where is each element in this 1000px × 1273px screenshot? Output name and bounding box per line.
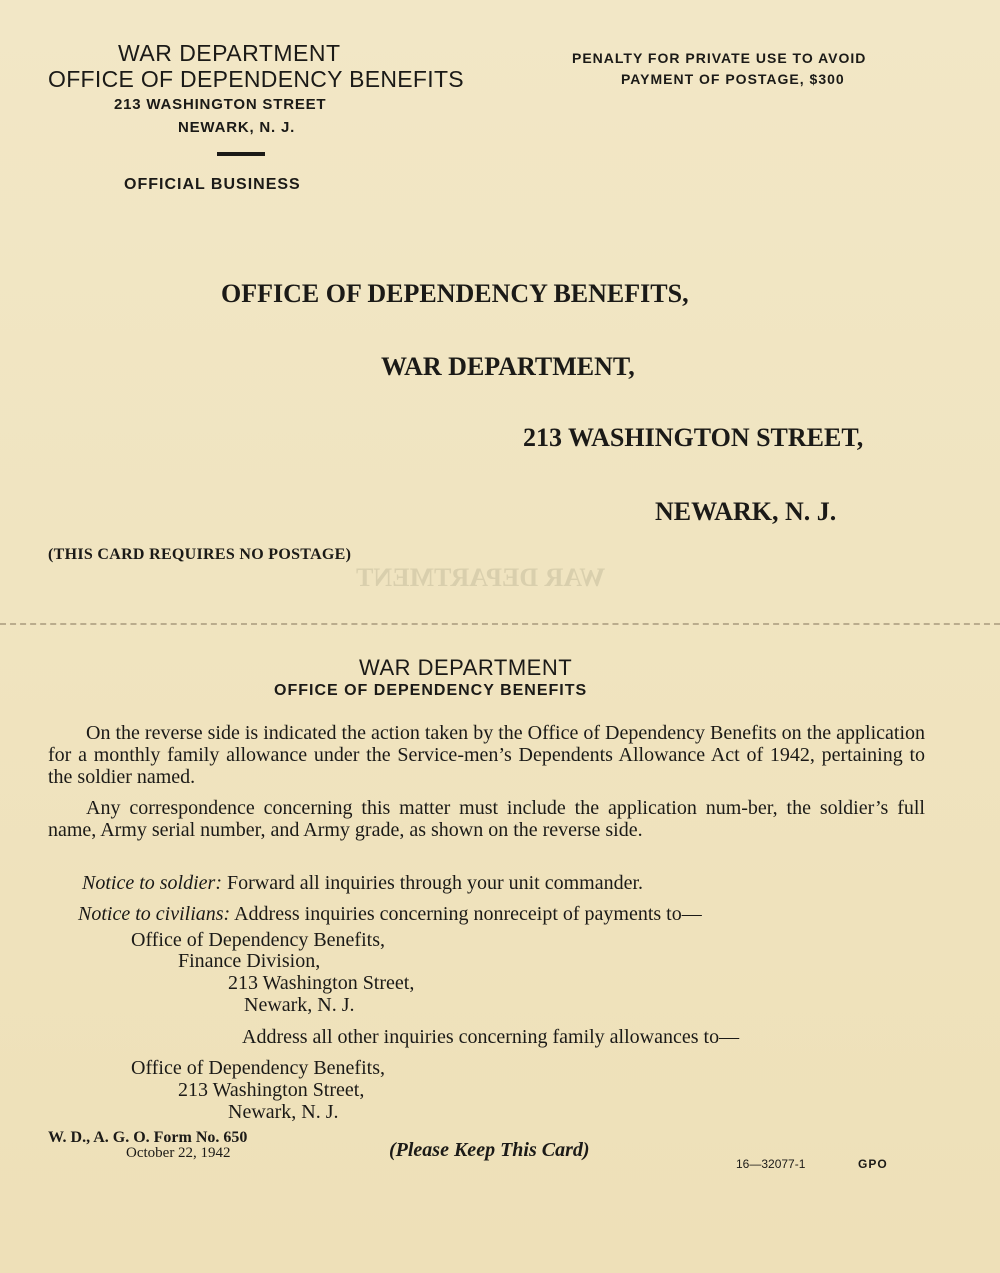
general-address-line2: 213 Washington Street, [178, 1079, 365, 1101]
notice-to-soldier-text: Forward all inquiries through your unit commander. [221, 872, 644, 894]
finance-address-line3: 213 Washington Street, [228, 972, 415, 994]
penalty-line1: PENALTY FOR PRIVATE USE TO AVOID [572, 50, 867, 66]
notice-paragraph-1: On the reverse side is indicated the action taken by the Office of Dependency Benefits on the application for a monthly family allowance under the Service-men’s Dependents Allowance Act of 1942, pertaining to the soldier named. [48, 722, 925, 788]
fold-line [0, 623, 1000, 625]
addressee-line4: NEWARK, N. J. [655, 497, 837, 526]
bleed-through-text: WAR DEPARTMENT [356, 563, 606, 592]
notice-to-civilians-label: Notice to civilians: [78, 903, 231, 925]
finance-address-line1: Office of Dependency Benefits, [131, 929, 385, 951]
penalty-line2: PAYMENT OF POSTAGE, $300 [621, 71, 845, 87]
general-address-line3: Newark, N. J. [228, 1101, 339, 1123]
gpo-mark: GPO [858, 1157, 888, 1171]
notice-to-soldier-label: Notice to soldier: [82, 872, 222, 894]
addressee-line1: OFFICE OF DEPENDENCY BENEFITS, [221, 279, 689, 308]
other-inquiries: Address all other inquiries concerning family allowances to— [242, 1026, 740, 1048]
form-date: October 22, 1942 [126, 1145, 231, 1161]
finance-address-line4: Newark, N. J. [244, 994, 355, 1016]
print-code: 16—32077-1 [736, 1157, 806, 1171]
general-address-line1: Office of Dependency Benefits, [131, 1057, 385, 1079]
notice-title: WAR DEPARTMENT [359, 655, 573, 680]
notice-to-civilians [78, 903, 702, 926]
addressee-line3: 213 WASHINGTON STREET, [523, 423, 864, 452]
notice-to-civilians-text: Address inquiries concerning nonreceipt of payments to— [230, 903, 702, 925]
return-address-line2: OFFICE OF DEPENDENCY BENEFITS [48, 66, 464, 92]
notice-paragraph-2: Any correspondence concerning this matter must include the application num-ber, the soldier’s full name, Army serial number, and Army grade, as shown on the reverse side. [48, 797, 925, 841]
no-postage-note: (THIS CARD REQUIRES NO POSTAGE) [48, 546, 352, 563]
divider-rule [217, 152, 265, 156]
return-address-line4: NEWARK, N. J. [178, 119, 296, 136]
addressee-line2: WAR DEPARTMENT, [381, 352, 635, 381]
keep-card-note: (Please Keep This Card) [389, 1139, 590, 1161]
notice-subtitle: OFFICE OF DEPENDENCY BENEFITS [274, 682, 588, 699]
return-address-line3: 213 WASHINGTON STREET [114, 96, 327, 113]
finance-address-line2: Finance Division, [178, 950, 321, 972]
notice-to-soldier [82, 872, 643, 895]
return-address-line1: WAR DEPARTMENT [118, 40, 341, 66]
official-business: OFFICIAL BUSINESS [124, 176, 301, 193]
form-number: W. D., A. G. O. Form No. 650 [48, 1129, 248, 1146]
